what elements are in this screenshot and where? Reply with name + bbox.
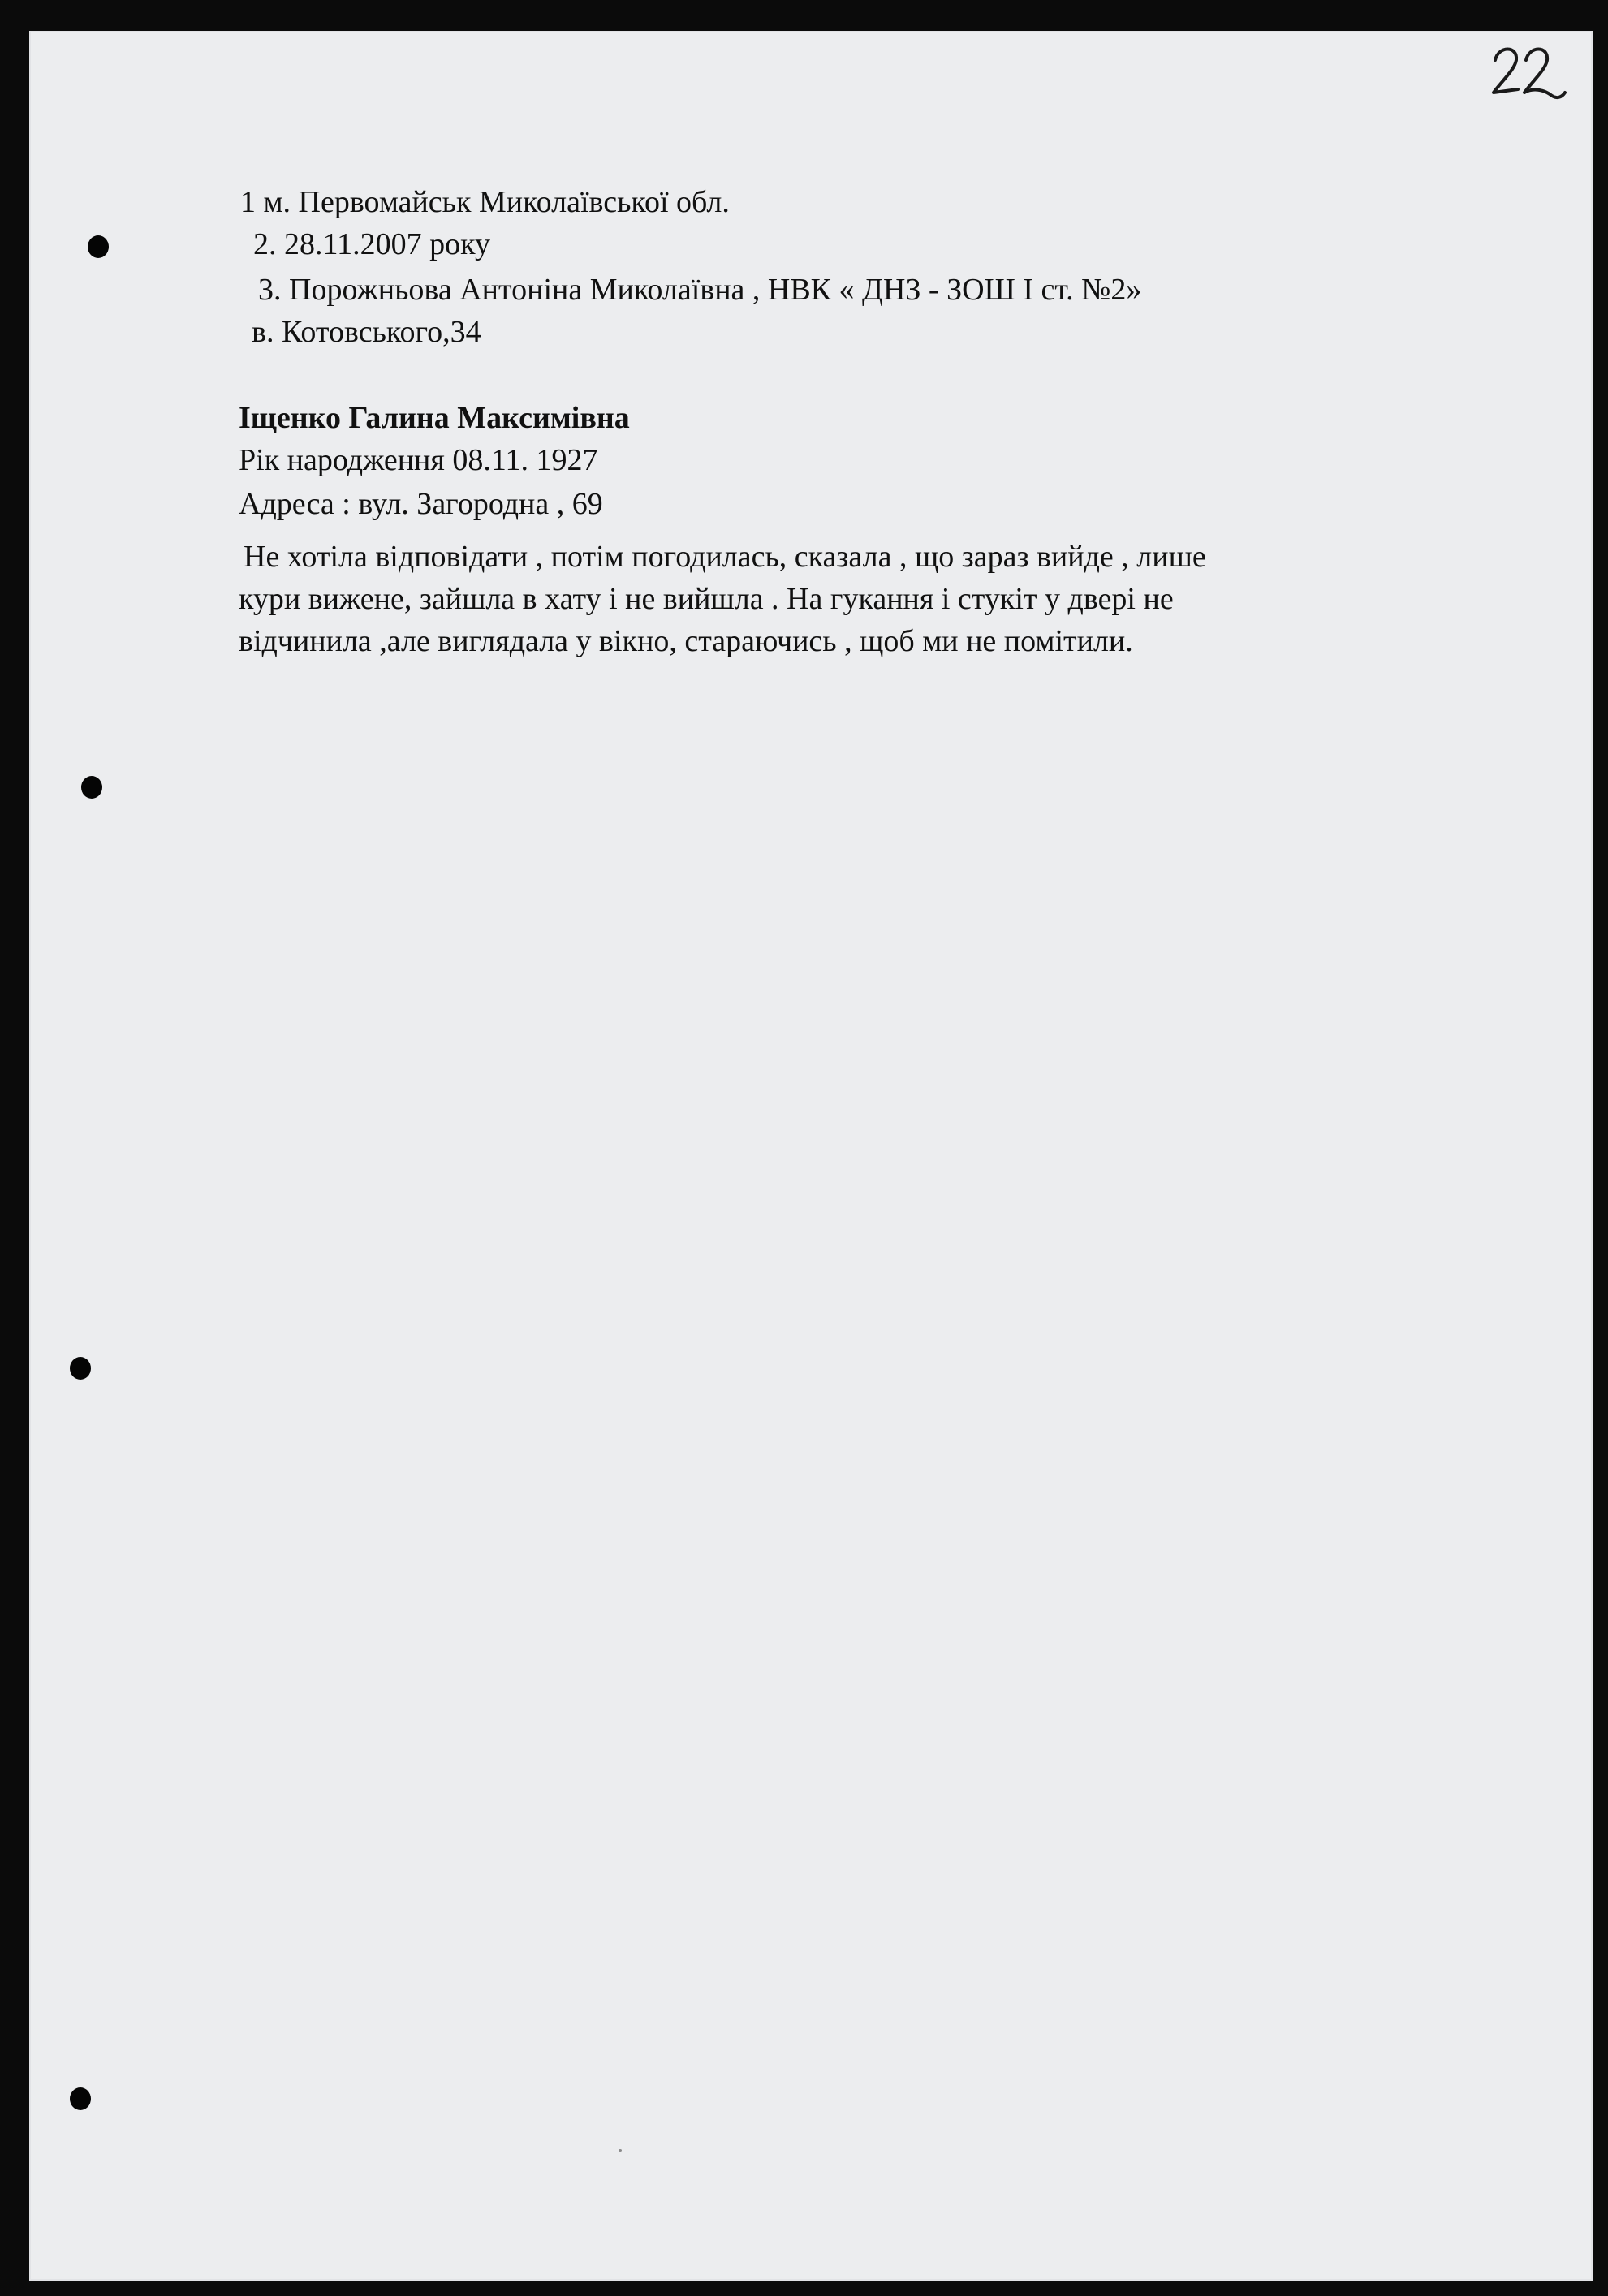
document-page bbox=[29, 31, 1593, 2281]
header-line-location: 1 м. Первомайськ Миколаївської обл. bbox=[240, 185, 730, 219]
handwritten-page-number bbox=[1484, 28, 1573, 117]
page-number-mark bbox=[1484, 28, 1573, 117]
notes-line: Не хотіла відповідати , потім погодилась, сказала , що зараз вийде , лише bbox=[244, 540, 1206, 574]
punch-hole bbox=[81, 776, 102, 799]
header-line-street: в. Котовського,34 bbox=[252, 315, 481, 349]
punch-hole bbox=[70, 1357, 91, 1380]
punch-hole bbox=[88, 235, 109, 258]
respondent-birth-year: Рік народження 08.11. 1927 bbox=[239, 443, 598, 477]
paper-speck bbox=[619, 2149, 622, 2152]
header-line-date: 2. 28.11.2007 року bbox=[253, 227, 491, 261]
notes-line: відчинила ,але виглядала у вікно, стараючись , щоб ми не помітили. bbox=[239, 624, 1133, 658]
respondent-name: Іщенко Галина Максимівна bbox=[239, 401, 630, 435]
notes-line: кури вижене, зайшла в хату і не вийшла . На гукання і стукіт у двері не bbox=[239, 582, 1174, 616]
respondent-address: Адреса : вул. Загородна , 69 bbox=[239, 487, 603, 521]
header-line-interviewer: 3. Порожньова Антоніна Миколаївна , НВК « ДНЗ - ЗОШ І ст. №2» bbox=[258, 273, 1142, 307]
interview-notes bbox=[239, 536, 1537, 662]
punch-hole bbox=[70, 2087, 91, 2110]
